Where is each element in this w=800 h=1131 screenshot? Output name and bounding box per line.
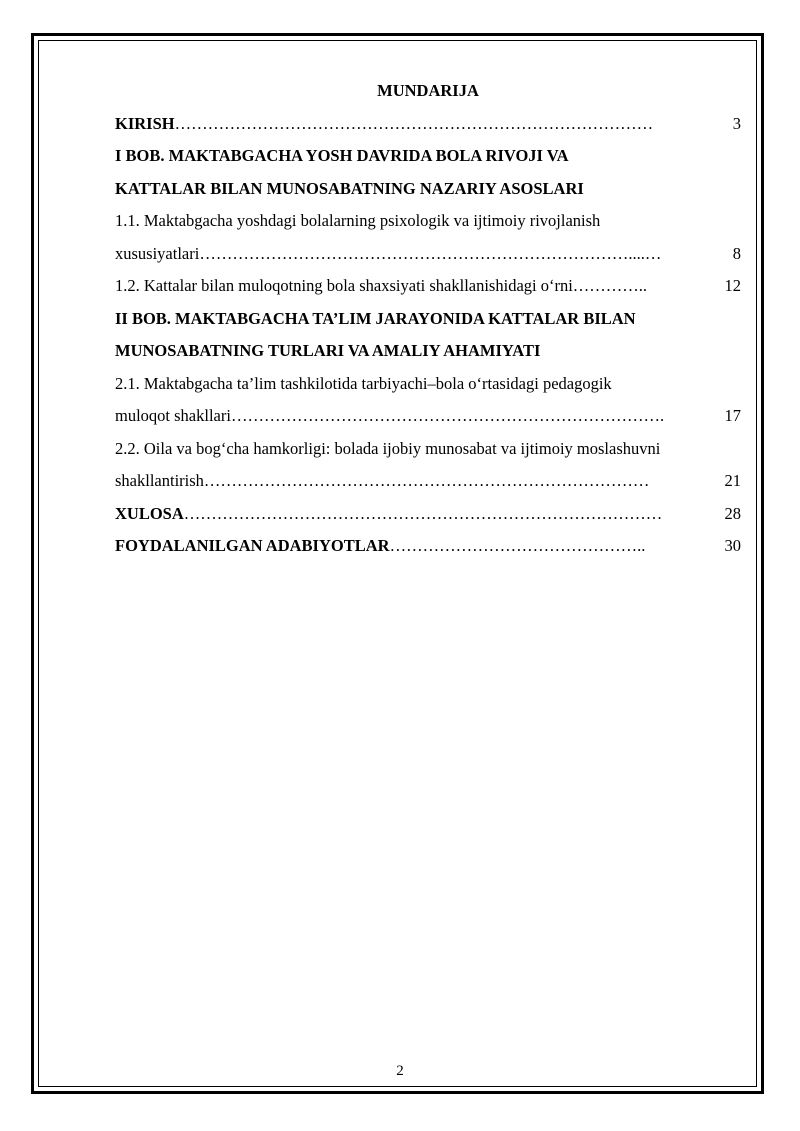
toc-entry-xulosa[interactable] — [115, 498, 741, 531]
toc-entry-kirish[interactable] — [115, 108, 741, 141]
toc-section-1-2[interactable] — [115, 270, 741, 303]
toc-section-1-1[interactable]: 1.1. Maktabgacha yoshdagi bolalarning psixologik va ijtimoiy rivojlanish — [115, 211, 601, 230]
toc-section-2-2-cont[interactable] — [115, 465, 741, 498]
toc-page-number: 8 — [732, 243, 741, 263]
toc-page-number: 17 — [724, 406, 741, 425]
toc-leader-dots: ……………………………………………………………………. — [230, 406, 665, 425]
toc-chapter-1-heading-cont[interactable]: KATTALAR BILAN MUNOSABATNING NAZARIY ASOSLARI — [115, 178, 584, 198]
toc-page-number: 28 — [724, 503, 741, 523]
toc-leader-dots: …………………………………………………………………………… — [183, 503, 663, 523]
page-number: 2 — [396, 1063, 404, 1079]
toc-entry-label: KIRISH — [115, 113, 175, 133]
toc-section-2-1[interactable]: 2.1. Maktabgacha ta’lim tashkilotida tarbiyachi–bola o‘rtasidagi pedagogik — [115, 373, 612, 393]
table-of-contents — [115, 75, 741, 563]
toc-leader-dots: ……………………………………….. — [389, 536, 646, 555]
toc-entry-label: FOYDALANILGAN ADABIYOTLAR — [115, 536, 390, 555]
toc-entry-label: xususiyatlari — [115, 243, 200, 263]
toc-leader-dots: …………………………………………………………………………… — [174, 113, 654, 133]
toc-entry-label: muloqot shakllari — [115, 406, 231, 425]
toc-entry-label: XULOSA — [115, 503, 184, 523]
toc-entry-label: shakllantirish — [115, 471, 204, 490]
toc-section-2-2[interactable]: 2.2. Oila va bog‘cha hamkorligi: bolada ijobiy munosabat va ijtimoiy moslashuvni — [115, 438, 661, 458]
toc-leader-dots: ………….. — [572, 276, 648, 295]
toc-section-1-1-cont[interactable] — [115, 238, 741, 271]
toc-entry-label: 1.2. Kattalar bilan muloqotning bola shaxsiyati shakllanishidagi o‘rni — [115, 276, 573, 295]
toc-chapter-2-heading-cont[interactable]: MUNOSABATNING TURLARI VA AMALIY AHAMIYATI — [115, 341, 541, 360]
toc-chapter-2-heading[interactable]: II BOB. MAKTABGACHA TA’LIM JARAYONIDA KATTALAR BILAN — [115, 308, 636, 328]
toc-title: MUNDARIJA — [377, 81, 479, 100]
toc-page-number: 30 — [724, 536, 741, 555]
toc-section-2-1-cont[interactable] — [115, 400, 741, 433]
toc-page-number: 21 — [724, 471, 741, 490]
toc-entry-adabiyotlar[interactable] — [115, 530, 741, 563]
toc-page-number: 12 — [724, 276, 741, 295]
toc-chapter-1-heading[interactable]: I BOB. MAKTABGACHA YOSH DAVRIDA BOLA RIVOJI VA — [115, 146, 569, 165]
toc-page-number: 3 — [732, 113, 741, 133]
toc-leader-dots: ……………………………………………………………………....… — [199, 243, 662, 263]
toc-leader-dots: ……………………………………………………………………… — [203, 471, 650, 490]
